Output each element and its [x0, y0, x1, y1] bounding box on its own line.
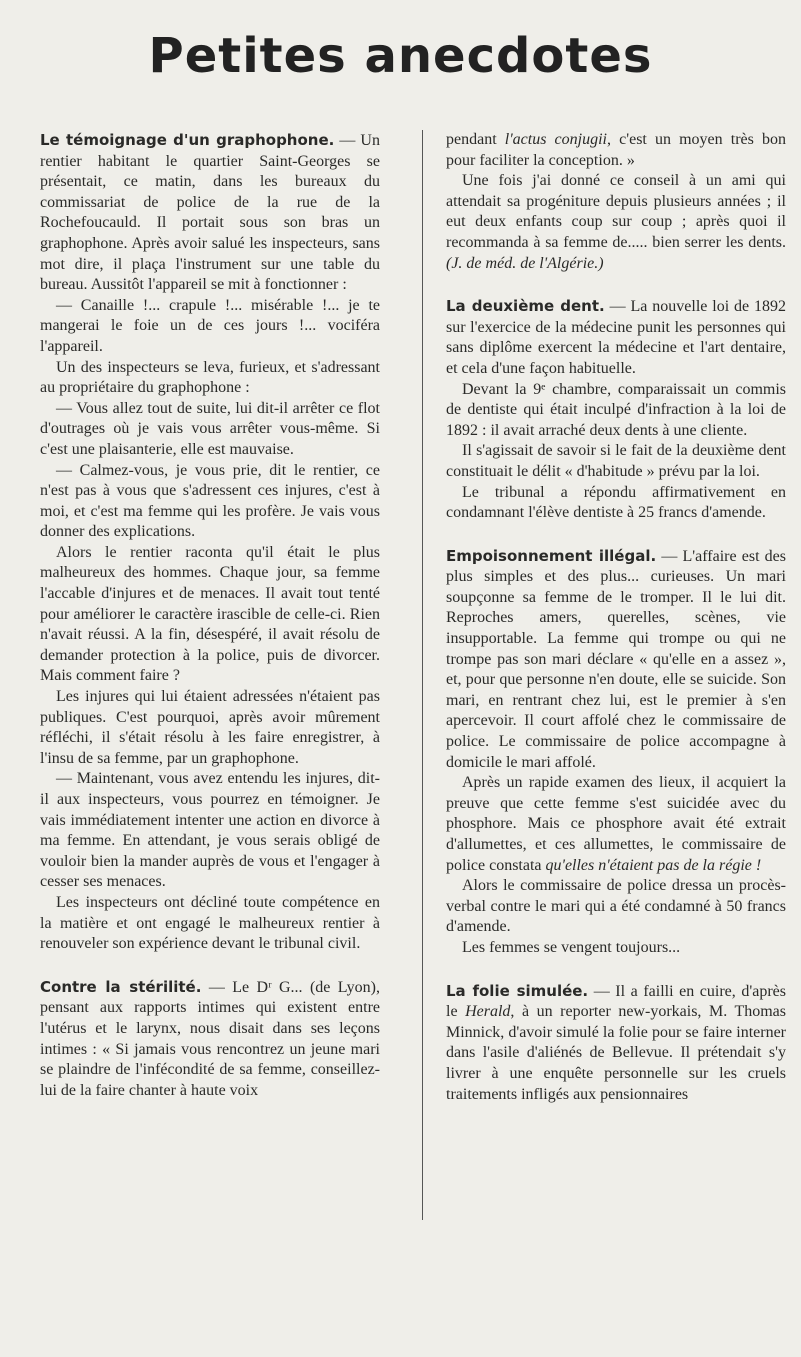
paragraph: — L'affaire est des plus simples et des plus... curieuses. Un mari soupçonne sa femme de le tromper. Il le lui dit. Reproches amers, querelles, scènes, vie insupportable. La femme qui trompe ou qui ne trompe pas son mari déclare « qu'elle en a assez », et, pour que personne n'en doute, elle se suicide. Son mari, en rentrant chez lui, est le premier à s'en apercevoir. Il court affolé chez le commissaire de police. Le commissaire de police accompagne à domicile le mari affolé. — [446, 547, 787, 771]
section-heading: La folie simulée. — [446, 981, 589, 1000]
left-column — [40, 130, 380, 1101]
paragraph: — Maintenant, vous avez entendu les injures, dit-il aux inspecteurs, vous pourrez en témoigner. Je vais immédiatement intenter une action en divorce à ma femme. En attendant, je vous serais obligé de vouloir bien la mander auprès de vous et l'engager à cesser ses menaces. — [40, 770, 380, 891]
paragraph: Alors le rentier raconta qu'il était le plus malheureux des hommes. Chaque jour, sa femme l'accable d'injures et de menaces. Il avait tout tenté pour améliorer le caractère irascible de celle-ci. Rien n'avait réussi. A la fin, désespéré, il avait résolu de demander protection à la police, puis de divorcer. Mais comment faire ? — [40, 543, 380, 685]
section-heading: Contre la stérilité. — [40, 977, 202, 996]
paragraph: pendant l'actus conjugii, c'est un moyen très bon pour faciliter la conception. » — [446, 131, 787, 169]
article-empoisonnement — [446, 546, 786, 774]
paragraph: — Un rentier habitant le quartier Saint-Georges se présentait, ce matin, dans les bureaux du commissariat de police de la rue de la Rochefoucauld. Il portait sous son bras un graphophone. Après avoir salué les inspecteurs, sans mot dire, il plaça l'instrument sur une table du bureau. Aussitôt l'appareil se mit à fonctionner : — [40, 132, 380, 294]
paragraph: — La nouvelle loi de 1892 sur l'exercice de la médecine punit les personnes qui sans diplôme exercent la médecine et l'art dentaire, et cela d'une façon habituelle. — [446, 298, 786, 377]
paragraph: Alors le commissaire de police dressa un procès-verbal contre le mari qui a été condamné à 50 francs d'amende. — [446, 877, 786, 936]
section-heading: Empoisonnement illégal. — [446, 546, 657, 565]
source-citation: (J. de méd. de l'Algérie.) — [446, 254, 604, 272]
paragraph: Le tribunal a répondu affirmativement en condamnant l'élève dentiste à 25 francs d'amende. — [446, 483, 786, 522]
paragraph: Un des inspecteurs se leva, furieux, et s'adressant au propriétaire du graphophone : — [40, 358, 380, 397]
paragraph: Après un rapide examen des lieux, il acquiert la preuve que cette femme s'est suicidée avec du phosphore. Mais ce phosphore avait été extrait d'allumettes, et ces allumettes, le commissaire de police constata qu'elles n'étaient pas de la régie ! — [446, 774, 786, 874]
paragraph: Les femmes se vengent toujours... — [462, 938, 681, 956]
section-heading: La deuxième dent. — [446, 297, 605, 316]
section-heading: Le témoignage d'un graphophone. — [40, 131, 335, 149]
right-column — [446, 130, 786, 1105]
paragraph: Devant la 9ᵉ chambre, comparaissait un commis de dentiste qui était inculpé d'infraction à la loi de 1892 : il avait arraché deux dents à une cliente. — [446, 380, 786, 439]
paragraph: Une fois j'ai donné ce conseil à un ami qui attendait sa progéniture depuis plusieurs années ; il eut deux enfants coup sur coup ; après quoi il recommanda à sa femme de..... bien serrer les dents. (J. de méd. de l'Algérie.) — [446, 172, 786, 272]
page-title: Petites anecdotes — [148, 28, 653, 84]
paragraph: Les injures qui lui étaient adressées n'étaient pas publiques. C'est pourquoi, après avoir mûrement réfléchi, il s'était résolu à les faire enregistrer, à l'insu de sa femme, par un graphophone. — [40, 688, 380, 767]
article-folie-simulee: La folie simulée. — Il a failli en cuire, d'après le Herald, à un reporter new-yorkais, M. Thomas Minnick, d'avoir simulé la folie pour se faire interner dans l'asile d'aliénés de Bellevue. Il prétendait s'y livrer à une enquête personnelle sur les cruels traitements infligés aux pensionnaires — [446, 981, 786, 1103]
article-sterilite — [40, 977, 380, 1102]
paragraph: — Calmez-vous, je vous prie, dit le rentier, ce n'est pas à vous que s'adressent ces injures, c'est à moi, et c'est ma femme qui les profère. Je vais vous donner des explications. — [40, 461, 380, 541]
article-deuxieme-dent — [446, 296, 786, 379]
paragraph: — Canaille !... crapule !... misérable !... je te mangerai le foie un de ces jours !... vociféra l'appareil. — [40, 296, 380, 355]
column-divider — [422, 130, 423, 1220]
paragraph: Il s'agissait de savoir si le fait de la deuxième dent constituait le délit « d'habitude » prévu par la loi. — [446, 442, 786, 480]
paragraph: — Vous allez tout de suite, lui dit-il arrêter ce flot d'outrages où je vais vous arrêter vous-même. Si c'est une plaisanterie, elle est mauvaise. — [40, 399, 380, 458]
article-graphophone — [40, 130, 380, 296]
paragraph: — Le Dʳ G... (de Lyon), pensant aux rapports intimes qui existent entre l'utérus et le larynx, nous disait dans ses leçons intimes : « Si jamais vous rencontrez un jeune mari se plaindre de l'infécondité de sa femme, conseillez-lui de la faire chanter à haute voix — [40, 978, 381, 1099]
paragraph: Les inspecteurs ont décliné toute compétence en la matière et ont engagé le malheureux rentier à renouveler son expérience devant le tribunal civil. — [40, 893, 380, 953]
